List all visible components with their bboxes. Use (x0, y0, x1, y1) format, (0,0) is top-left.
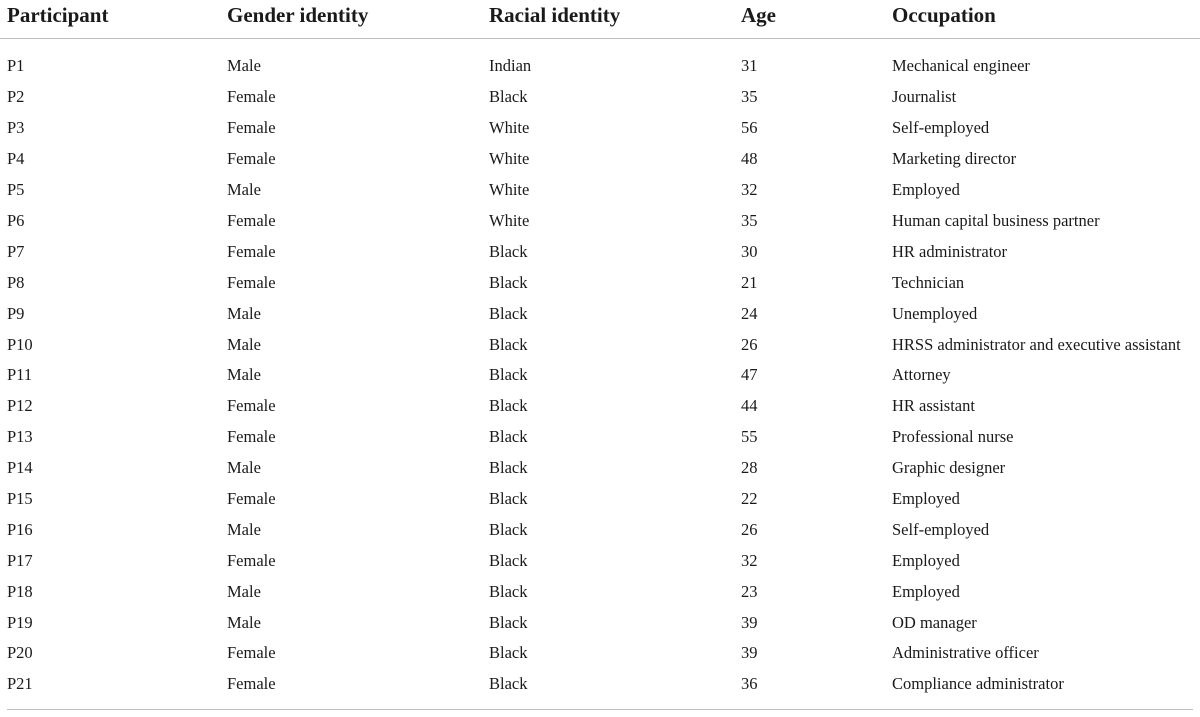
cell-occupation: Graphic designer (892, 458, 1006, 478)
table-header (0, 0, 1200, 38)
cell-occupation: Journalist (892, 87, 957, 107)
table-row (0, 638, 1200, 669)
table-row (0, 236, 1200, 267)
cell-gender-identity: Female (227, 211, 276, 230)
table-body (0, 38, 1200, 700)
table-row (0, 484, 1200, 515)
cell-age: 22 (741, 489, 758, 509)
cell-racial-identity: Black (489, 427, 528, 447)
table-row (0, 391, 1200, 422)
cell-participant: P13 (7, 427, 33, 447)
cell-racial-identity: Black (489, 643, 528, 663)
cell-age: 55 (741, 427, 758, 447)
cell-participant: P8 (7, 272, 25, 292)
cell-racial-identity: Black (489, 396, 528, 416)
cell-occupation: Employed (892, 180, 960, 200)
cell-participant: P3 (7, 118, 25, 138)
cell-age: 32 (741, 550, 758, 570)
cell-gender-identity: Male (227, 458, 261, 478)
cell-participant: P7 (7, 241, 25, 261)
cell-participant: P10 (7, 334, 33, 354)
cell-occupation: Self-employed (892, 519, 990, 539)
cell-occupation: Compliance administrator (892, 674, 1064, 694)
cell-racial-identity: Black (489, 87, 528, 107)
cell-participant: P4 (7, 149, 25, 169)
cell-participant: P16 (7, 519, 33, 539)
cell-gender-identity: Female (227, 674, 276, 694)
table-row (0, 545, 1200, 576)
table-row (0, 113, 1200, 144)
header-participant: Participant (0, 0, 227, 38)
cell-age: 26 (741, 334, 758, 354)
cell-age: 26 (741, 519, 758, 539)
cell-age: 35 (741, 211, 758, 230)
cell-age: 35 (741, 87, 758, 107)
cell-occupation: HRSS administrator and executive assistant (892, 334, 1181, 354)
cell-racial-identity: Indian (489, 55, 532, 75)
table-row (0, 422, 1200, 453)
cell-participant: P11 (7, 365, 33, 385)
cell-gender-identity: Male (227, 581, 261, 601)
table-bottom-rule (7, 709, 1193, 710)
cell-occupation: Technician (892, 272, 965, 292)
cell-participant: P15 (7, 489, 33, 509)
cell-gender-identity: Female (227, 427, 276, 447)
cell-racial-identity: Black (489, 612, 528, 632)
cell-age: 47 (741, 365, 758, 385)
cell-age: 56 (741, 118, 758, 138)
cell-gender-identity: Female (227, 118, 276, 138)
table-row (0, 669, 1200, 700)
cell-occupation: HR assistant (892, 396, 975, 416)
cell-participant: P19 (7, 612, 33, 632)
cell-participant: P1 (7, 55, 25, 75)
table-row (0, 82, 1200, 113)
cell-racial-identity: Black (489, 674, 528, 694)
cell-occupation: Professional nurse (892, 427, 1014, 447)
table-row (0, 175, 1200, 206)
cell-racial-identity: Black (489, 365, 528, 385)
cell-racial-identity: Black (489, 303, 528, 323)
cell-age: 30 (741, 241, 758, 261)
header-gender-identity: Gender identity (227, 0, 489, 38)
cell-gender-identity: Female (227, 272, 276, 292)
cell-racial-identity: White (489, 211, 530, 230)
cell-gender-identity: Female (227, 550, 276, 570)
header-row (0, 0, 1200, 38)
cell-racial-identity: Black (489, 519, 528, 539)
table-row (0, 329, 1200, 360)
table-row (0, 360, 1200, 391)
header-age: Age (741, 0, 892, 38)
cell-gender-identity: Male (227, 334, 261, 354)
cell-age: 36 (741, 674, 758, 694)
cell-occupation: Administrative officer (892, 643, 1039, 663)
cell-age: 28 (741, 458, 758, 478)
cell-occupation: Employed (892, 581, 960, 601)
cell-racial-identity: Black (489, 550, 528, 570)
table-row (0, 576, 1200, 607)
table-row (0, 144, 1200, 175)
cell-racial-identity: White (489, 118, 530, 138)
cell-gender-identity: Female (227, 396, 276, 416)
cell-age: 32 (741, 180, 758, 200)
cell-age: 48 (741, 149, 758, 169)
cell-racial-identity: White (489, 180, 530, 200)
cell-participant: P12 (7, 396, 33, 416)
cell-occupation: Mechanical engineer (892, 55, 1030, 75)
cell-racial-identity: Black (489, 581, 528, 601)
header-occupation: Occupation (892, 0, 1200, 38)
cell-occupation: HR administrator (892, 241, 1008, 261)
cell-gender-identity: Female (227, 643, 276, 663)
table-row (0, 267, 1200, 298)
table-row (0, 453, 1200, 484)
cell-participant: P6 (7, 211, 25, 230)
cell-age: 24 (741, 303, 758, 323)
cell-participant: P17 (7, 550, 33, 570)
table-row (0, 298, 1200, 329)
cell-racial-identity: Black (489, 272, 528, 292)
cell-participant: P9 (7, 303, 25, 323)
cell-age: 31 (741, 55, 758, 75)
cell-racial-identity: Black (489, 334, 528, 354)
cell-occupation: Marketing director (892, 149, 1017, 169)
cell-occupation: Self-employed (892, 118, 990, 138)
table-row (0, 514, 1200, 545)
table-row (0, 206, 1200, 237)
cell-participant: P21 (7, 674, 33, 694)
cell-gender-identity: Male (227, 55, 261, 75)
cell-age: 21 (741, 272, 758, 292)
cell-racial-identity: Black (489, 241, 528, 261)
cell-participant: P5 (7, 180, 25, 200)
cell-gender-identity: Male (227, 612, 261, 632)
cell-participant: P18 (7, 581, 33, 601)
cell-occupation: Employed (892, 550, 960, 570)
cell-racial-identity: Black (489, 458, 528, 478)
cell-participant: P14 (7, 458, 33, 478)
cell-gender-identity: Male (227, 519, 261, 539)
cell-gender-identity: Male (227, 180, 261, 200)
cell-gender-identity: Female (227, 241, 276, 261)
cell-age: 23 (741, 581, 758, 601)
cell-age: 44 (741, 396, 758, 416)
cell-participant: P2 (7, 87, 25, 107)
cell-racial-identity: Black (489, 489, 528, 509)
cell-gender-identity: Female (227, 149, 276, 169)
cell-gender-identity: Male (227, 365, 261, 385)
cell-age: 39 (741, 612, 758, 632)
cell-occupation: Employed (892, 489, 960, 509)
cell-age: 39 (741, 643, 758, 663)
table-row (0, 607, 1200, 638)
cell-gender-identity: Female (227, 87, 276, 107)
cell-participant: P20 (7, 643, 33, 663)
cell-occupation: Unemployed (892, 303, 978, 323)
header-racial-identity: Racial identity (489, 0, 741, 38)
cell-occupation: OD manager (892, 612, 977, 632)
cell-racial-identity: White (489, 149, 530, 169)
cell-gender-identity: Female (227, 489, 276, 509)
cell-gender-identity: Male (227, 303, 261, 323)
cell-occupation: Attorney (892, 365, 951, 385)
cell-occupation: Human capital business partner (892, 211, 1100, 230)
table-row (0, 38, 1200, 82)
